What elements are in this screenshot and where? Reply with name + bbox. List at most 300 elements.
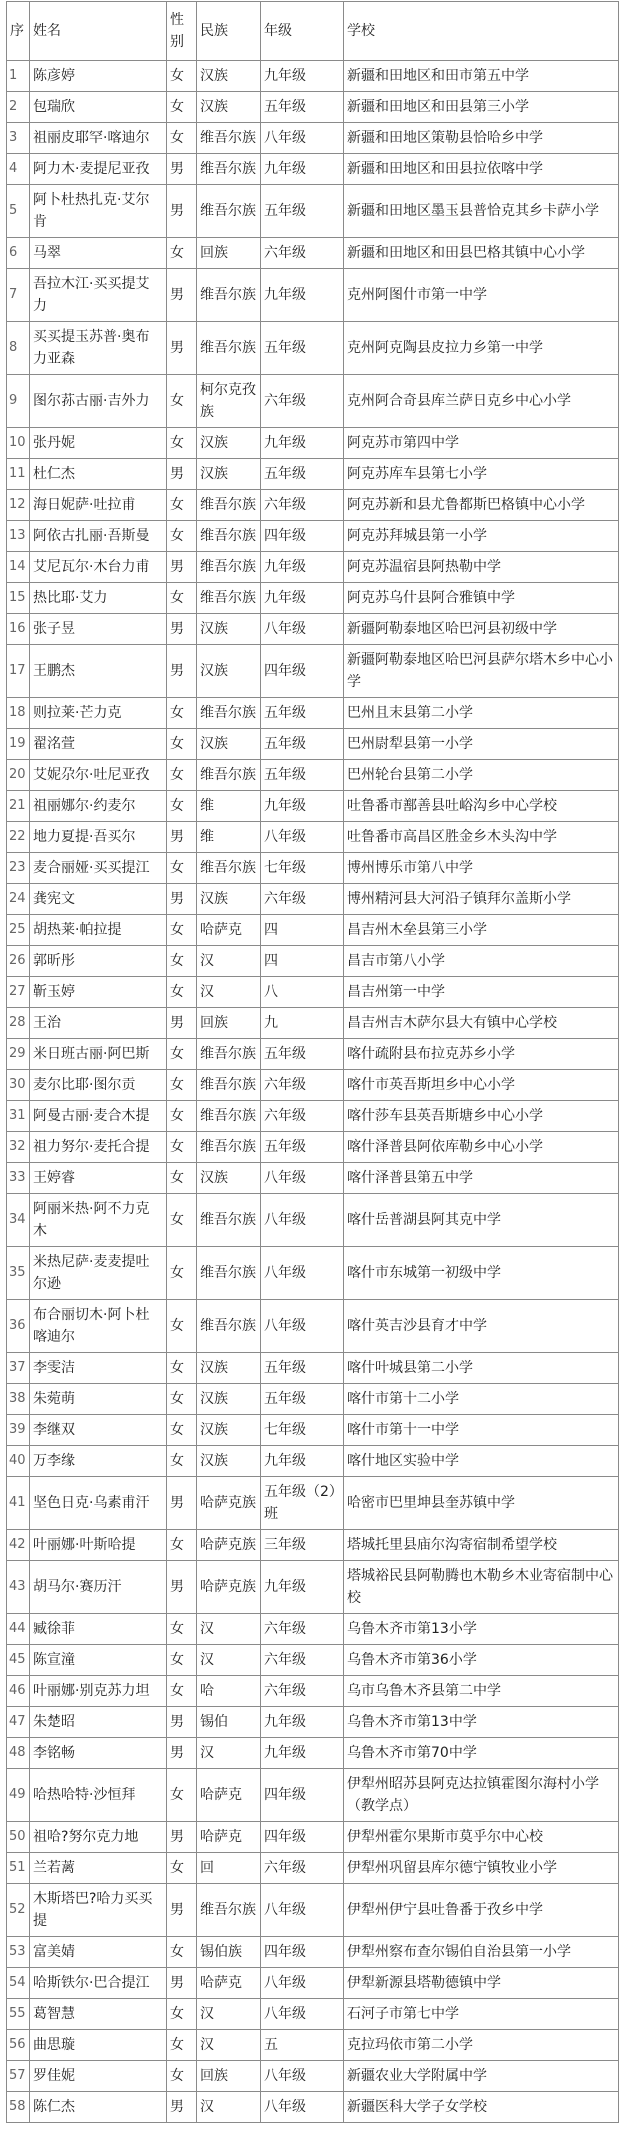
table-row [7,2030,619,2061]
cell-name: 吾拉木江·买买提艾力 [30,269,167,322]
cell-ethnicity: 汉 [197,1738,261,1769]
cell-name: 兰若蓠 [30,1853,167,1884]
cell-seq: 5 [7,185,30,238]
cell-ethnicity: 维吾尔族 [197,322,261,375]
cell-school: 新疆和田地区墨玉县普恰克其乡卡萨小学 [344,185,619,238]
cell-name: 臧徐菲 [30,1614,167,1645]
cell-gender: 男 [167,1477,197,1530]
table-row [7,729,619,760]
cell-gender: 女 [167,1039,197,1070]
cell-ethnicity: 回族 [197,238,261,269]
cell-school: 喀什市英吾斯坦乡中心小学 [344,1070,619,1101]
cell-school: 新疆和田地区和田县第三小学 [344,92,619,123]
cell-grade: 九年级 [261,1738,344,1769]
cell-school: 喀什泽普县阿依库勒乡中心小学 [344,1132,619,1163]
cell-seq: 53 [7,1937,30,1968]
cell-ethnicity: 汉 [197,946,261,977]
cell-ethnicity: 维吾尔族 [197,1194,261,1247]
cell-name: 包瑞欣 [30,92,167,123]
table-row [7,1163,619,1194]
table-row [7,269,619,322]
cell-ethnicity: 汉族 [197,614,261,645]
cell-school: 喀什莎车县英吾斯塘乡中心小学 [344,1101,619,1132]
cell-seq: 24 [7,884,30,915]
table-row [7,1353,619,1384]
table-row [7,1477,619,1530]
cell-name: 坚色日克·乌素甫汗 [30,1477,167,1530]
cell-gender: 女 [167,1937,197,1968]
cell-ethnicity: 维吾尔族 [197,1101,261,1132]
cell-seq: 28 [7,1008,30,1039]
cell-name: 麦合丽娅·买买提江 [30,853,167,884]
cell-seq: 48 [7,1738,30,1769]
cell-school: 新疆农业大学附属中学 [344,2061,619,2092]
cell-name: 万李缘 [30,1446,167,1477]
cell-name: 马翠 [30,238,167,269]
cell-school: 乌鲁木齐市第70中学 [344,1738,619,1769]
table-row [7,1937,619,1968]
cell-seq: 16 [7,614,30,645]
cell-ethnicity: 维吾尔族 [197,521,261,552]
cell-gender: 女 [167,61,197,92]
cell-gender: 女 [167,1415,197,1446]
cell-school: 阿克苏拜城县第一小学 [344,521,619,552]
cell-seq: 41 [7,1477,30,1530]
cell-grade: 五年级 [261,185,344,238]
cell-name: 祖丽娜尔·约麦尔 [30,791,167,822]
table-row [7,1446,619,1477]
cell-grade: 六年级 [261,1614,344,1645]
cell-grade: 五年级 [261,1384,344,1415]
header-seq: 序 [7,2,30,61]
cell-grade: 九年级 [261,1561,344,1614]
cell-school: 伊犁州昭苏县阿克达拉镇霍图尔海村小学（教学点） [344,1769,619,1822]
cell-seq: 17 [7,645,30,698]
cell-ethnicity: 汉 [197,977,261,1008]
cell-grade: 五年级 [261,322,344,375]
cell-school: 克州阿合奇县库兰萨日克乡中心小学 [344,375,619,428]
cell-name: 李继双 [30,1415,167,1446]
cell-seq: 9 [7,375,30,428]
cell-gender: 女 [167,1132,197,1163]
cell-name: 朱楚昭 [30,1707,167,1738]
cell-school: 昌吉州木垒县第三小学 [344,915,619,946]
cell-school: 伊犁州伊宁县吐鲁番于孜乡中学 [344,1884,619,1937]
cell-school: 喀什岳普湖县阿其克中学 [344,1194,619,1247]
cell-gender: 女 [167,1070,197,1101]
cell-ethnicity: 汉族 [197,1384,261,1415]
cell-gender: 女 [167,2061,197,2092]
cell-name: 则拉莱·芒力克 [30,698,167,729]
cell-name: 李铭畅 [30,1738,167,1769]
table-row [7,1614,619,1645]
table-row [7,1853,619,1884]
cell-name: 翟洺萱 [30,729,167,760]
cell-grade: 三年级 [261,1530,344,1561]
cell-name: 胡马尔·赛历汗 [30,1561,167,1614]
cell-ethnicity: 维吾尔族 [197,698,261,729]
cell-name: 叶丽娜·叶斯哈提 [30,1530,167,1561]
table-row [7,1822,619,1853]
cell-seq: 52 [7,1884,30,1937]
table-row [7,1194,619,1247]
cell-grade: 八年级 [261,2092,344,2123]
table-row [7,2061,619,2092]
cell-school: 昌吉州第一中学 [344,977,619,1008]
cell-seq: 3 [7,123,30,154]
cell-name: 阿曼古丽·麦合木提 [30,1101,167,1132]
table-row [7,698,619,729]
cell-gender: 女 [167,375,197,428]
cell-school: 伊犁州霍尔果斯市莫乎尔中心校 [344,1822,619,1853]
cell-ethnicity: 汉族 [197,1163,261,1194]
cell-name: 杜仁杰 [30,459,167,490]
cell-ethnicity: 柯尔克孜族 [197,375,261,428]
cell-seq: 22 [7,822,30,853]
table-row [7,1384,619,1415]
cell-seq: 49 [7,1769,30,1822]
cell-grade: 九年级 [261,61,344,92]
cell-seq: 6 [7,238,30,269]
cell-school: 阿克苏新和县尤鲁都斯巴格镇中心小学 [344,490,619,521]
cell-name: 朱菀萌 [30,1384,167,1415]
header-ethnicity: 民族 [197,2,261,61]
cell-seq: 18 [7,698,30,729]
cell-grade: 八年级 [261,1968,344,1999]
cell-gender: 女 [167,1676,197,1707]
cell-school: 喀什叶城县第二小学 [344,1353,619,1384]
table-row [7,791,619,822]
cell-name: 地力夏提·吾买尔 [30,822,167,853]
table-row [7,614,619,645]
cell-gender: 男 [167,552,197,583]
table-row [7,1707,619,1738]
cell-school: 喀什市东城第一初级中学 [344,1247,619,1300]
table-row [7,1999,619,2030]
cell-seq: 15 [7,583,30,614]
cell-gender: 男 [167,459,197,490]
cell-gender: 男 [167,1008,197,1039]
cell-school: 新疆医科大学子女学校 [344,2092,619,2123]
cell-seq: 55 [7,1999,30,2030]
cell-school: 新疆和田地区策勒县恰哈乡中学 [344,123,619,154]
cell-gender: 女 [167,521,197,552]
table-row [7,1247,619,1300]
cell-seq: 25 [7,915,30,946]
table-row [7,238,619,269]
cell-ethnicity: 哈 [197,1676,261,1707]
cell-name: 郭昕彤 [30,946,167,977]
cell-grade: 五 [261,2030,344,2061]
cell-school: 博州精河县大河沿子镇拜尔盖斯小学 [344,884,619,915]
cell-name: 布合丽切木·阿卜杜喀迪尔 [30,1300,167,1353]
table-row [7,1968,619,1999]
cell-ethnicity: 汉族 [197,1415,261,1446]
cell-gender: 男 [167,154,197,185]
cell-seq: 58 [7,2092,30,2123]
cell-name: 张丹妮 [30,428,167,459]
cell-name: 王治 [30,1008,167,1039]
cell-ethnicity: 维吾尔族 [197,269,261,322]
cell-seq: 32 [7,1132,30,1163]
table-row [7,1530,619,1561]
cell-ethnicity: 哈萨克族 [197,1530,261,1561]
cell-ethnicity: 维吾尔族 [197,1132,261,1163]
table-row [7,1884,619,1937]
cell-gender: 女 [167,2030,197,2061]
cell-ethnicity: 锡伯 [197,1707,261,1738]
cell-ethnicity: 汉族 [197,1446,261,1477]
cell-seq: 29 [7,1039,30,1070]
cell-seq: 30 [7,1070,30,1101]
cell-grade: 五年级 [261,92,344,123]
table-row [7,645,619,698]
cell-seq: 50 [7,1822,30,1853]
cell-grade: 八年级 [261,822,344,853]
cell-gender: 男 [167,1884,197,1937]
cell-ethnicity: 维 [197,791,261,822]
cell-name: 祖力努尔·麦托合提 [30,1132,167,1163]
cell-gender: 女 [167,1247,197,1300]
cell-gender: 女 [167,1300,197,1353]
cell-grade: 八 [261,977,344,1008]
table-row [7,822,619,853]
cell-gender: 女 [167,583,197,614]
cell-gender: 女 [167,1353,197,1384]
cell-school: 新疆阿勒泰地区哈巴河县萨尔塔木乡中心小学 [344,645,619,698]
table-row [7,1101,619,1132]
cell-ethnicity: 回族 [197,2061,261,2092]
cell-ethnicity: 维吾尔族 [197,123,261,154]
cell-gender: 男 [167,269,197,322]
table-row [7,946,619,977]
cell-ethnicity: 哈萨克族 [197,1561,261,1614]
cell-grade: 五年级 [261,729,344,760]
cell-gender: 女 [167,1384,197,1415]
cell-ethnicity: 维吾尔族 [197,1300,261,1353]
cell-name: 祖哈?努尔克力地 [30,1822,167,1853]
cell-seq: 45 [7,1645,30,1676]
cell-gender: 男 [167,1738,197,1769]
cell-seq: 33 [7,1163,30,1194]
cell-gender: 女 [167,760,197,791]
cell-gender: 女 [167,1101,197,1132]
cell-ethnicity: 回 [197,1853,261,1884]
cell-school: 博州博乐市第八中学 [344,853,619,884]
cell-gender: 女 [167,1614,197,1645]
cell-gender: 女 [167,1769,197,1822]
cell-gender: 男 [167,645,197,698]
cell-ethnicity: 回族 [197,1008,261,1039]
cell-grade: 六年级 [261,1853,344,1884]
cell-grade: 九年级 [261,428,344,459]
cell-grade: 九年级 [261,1707,344,1738]
table-row [7,760,619,791]
cell-seq: 8 [7,322,30,375]
table-row [7,322,619,375]
cell-name: 木斯塔巴?哈力买买提 [30,1884,167,1937]
table-row [7,1039,619,1070]
cell-grade: 八年级 [261,1194,344,1247]
table-row [7,1561,619,1614]
table-row [7,583,619,614]
cell-school: 阿克苏市第四中学 [344,428,619,459]
cell-name: 阿依古扎丽·吾斯曼 [30,521,167,552]
cell-gender: 女 [167,490,197,521]
cell-ethnicity: 汉 [197,2092,261,2123]
cell-grade: 五年级 [261,1353,344,1384]
cell-gender: 女 [167,915,197,946]
cell-gender: 女 [167,238,197,269]
cell-name: 哈热哈特·沙恒拜 [30,1769,167,1822]
table-row [7,459,619,490]
cell-school: 哈密市巴里坤县奎苏镇中学 [344,1477,619,1530]
cell-name: 热比耶·艾力 [30,583,167,614]
cell-seq: 43 [7,1561,30,1614]
table-row [7,1132,619,1163]
cell-seq: 54 [7,1968,30,1999]
cell-ethnicity: 维吾尔族 [197,490,261,521]
cell-gender: 男 [167,1968,197,1999]
table-header-row [7,2,619,61]
table-row [7,154,619,185]
cell-seq: 23 [7,853,30,884]
cell-grade: 六年级 [261,490,344,521]
cell-seq: 31 [7,1101,30,1132]
cell-name: 曲思璇 [30,2030,167,2061]
cell-seq: 51 [7,1853,30,1884]
cell-seq: 13 [7,521,30,552]
table-row [7,375,619,428]
cell-grade: 五年级（2）班 [261,1477,344,1530]
table-row [7,552,619,583]
cell-name: 龚宪文 [30,884,167,915]
cell-school: 克州阿图什市第一中学 [344,269,619,322]
cell-gender: 女 [167,1999,197,2030]
cell-ethnicity: 汉族 [197,92,261,123]
cell-ethnicity: 哈萨克 [197,1822,261,1853]
cell-name: 祖丽皮耶罕·喀迪尔 [30,123,167,154]
cell-seq: 39 [7,1415,30,1446]
cell-grade: 八年级 [261,1999,344,2030]
cell-grade: 九年级 [261,1446,344,1477]
cell-ethnicity: 汉族 [197,884,261,915]
cell-gender: 男 [167,822,197,853]
header-school: 学校 [344,2,619,61]
cell-name: 王婷睿 [30,1163,167,1194]
table-row [7,915,619,946]
cell-seq: 26 [7,946,30,977]
cell-name: 胡热莱·帕拉提 [30,915,167,946]
cell-gender: 男 [167,185,197,238]
cell-ethnicity: 维吾尔族 [197,1247,261,1300]
cell-gender: 男 [167,1561,197,1614]
cell-seq: 7 [7,269,30,322]
cell-seq: 4 [7,154,30,185]
cell-gender: 男 [167,322,197,375]
cell-ethnicity: 汉族 [197,1353,261,1384]
cell-grade: 四年级 [261,1937,344,1968]
cell-seq: 40 [7,1446,30,1477]
header-grade: 年级 [261,2,344,61]
cell-name: 阿丽米热·阿不力克木 [30,1194,167,1247]
cell-seq: 10 [7,428,30,459]
cell-ethnicity: 维吾尔族 [197,583,261,614]
cell-school: 巴州轮台县第二小学 [344,760,619,791]
cell-name: 艾妮尕尔·吐尼亚孜 [30,760,167,791]
cell-gender: 女 [167,92,197,123]
cell-grade: 六年级 [261,1101,344,1132]
cell-seq: 57 [7,2061,30,2092]
cell-school: 新疆和田地区和田县拉依喀中学 [344,154,619,185]
cell-name: 艾尼瓦尔·木台力甫 [30,552,167,583]
cell-name: 图尔荪古丽·吉外力 [30,375,167,428]
cell-ethnicity: 汉族 [197,729,261,760]
cell-grade: 五年级 [261,698,344,729]
cell-school: 喀什地区实验中学 [344,1446,619,1477]
student-list-table [6,1,619,2123]
cell-grade: 四 [261,946,344,977]
cell-grade: 九年级 [261,269,344,322]
table-row [7,853,619,884]
cell-school: 吐鲁番市高昌区胜金乡木头沟中学 [344,822,619,853]
table-row [7,490,619,521]
cell-seq: 2 [7,92,30,123]
cell-school: 喀什市第十一中学 [344,1415,619,1446]
header-gender: 性别 [167,2,197,61]
cell-ethnicity: 汉族 [197,428,261,459]
cell-name: 叶丽娜·别克苏力坦 [30,1676,167,1707]
cell-ethnicity: 维吾尔族 [197,154,261,185]
cell-grade: 六年级 [261,884,344,915]
cell-ethnicity: 哈萨克 [197,1769,261,1822]
cell-seq: 27 [7,977,30,1008]
table-row [7,521,619,552]
cell-grade: 九年级 [261,552,344,583]
cell-grade: 六年级 [261,375,344,428]
cell-ethnicity: 哈萨克族 [197,1477,261,1530]
cell-gender: 男 [167,2092,197,2123]
cell-ethnicity: 维吾尔族 [197,853,261,884]
cell-name: 阿卜杜热扎克·艾尔肯 [30,185,167,238]
cell-grade: 四 [261,915,344,946]
table-row [7,1300,619,1353]
cell-gender: 女 [167,729,197,760]
cell-seq: 38 [7,1384,30,1415]
cell-grade: 八年级 [261,1163,344,1194]
cell-gender: 男 [167,1822,197,1853]
cell-ethnicity: 哈萨克 [197,1968,261,1999]
cell-name: 富美婧 [30,1937,167,1968]
cell-school: 昌吉州吉木萨尔县大有镇中心学校 [344,1008,619,1039]
cell-school: 巴州尉犁县第一小学 [344,729,619,760]
cell-school: 阿克苏库车县第七小学 [344,459,619,490]
cell-gender: 女 [167,1853,197,1884]
cell-grade: 八年级 [261,2061,344,2092]
cell-gender: 女 [167,946,197,977]
cell-school: 乌鲁木齐市第13中学 [344,1707,619,1738]
cell-school: 喀什英吉沙县育才中学 [344,1300,619,1353]
cell-name: 海日妮萨·吐拉甫 [30,490,167,521]
cell-grade: 六年级 [261,238,344,269]
cell-grade: 八年级 [261,614,344,645]
cell-name: 葛智慧 [30,1999,167,2030]
cell-gender: 女 [167,1530,197,1561]
cell-school: 伊犁州巩留县库尔德宁镇牧业小学 [344,1853,619,1884]
table-row [7,61,619,92]
cell-grade: 七年级 [261,1415,344,1446]
cell-gender: 女 [167,1645,197,1676]
